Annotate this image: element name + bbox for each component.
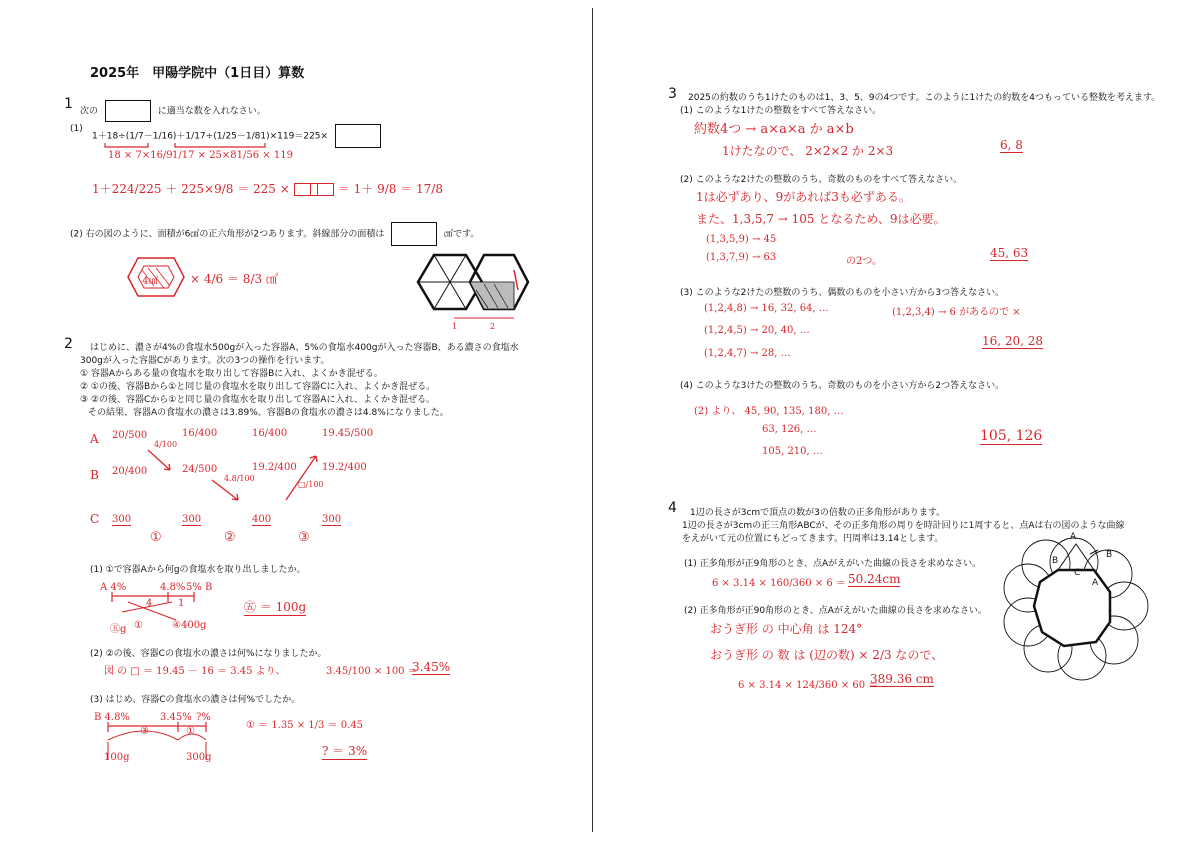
- q2-p1-wb: 5% B: [186, 582, 213, 593]
- cell-c2: 300: [182, 514, 202, 525]
- q4-p2-work2: おうぎ形 の 数 は (辺の数) × 2/3 なので、: [710, 648, 944, 662]
- q2-p1-w4: 4: [146, 598, 153, 609]
- row-label-c: C: [90, 512, 100, 526]
- step-1: ①: [150, 530, 162, 545]
- q2-number: 2: [64, 336, 73, 352]
- fig-point-b1: B: [1052, 556, 1059, 566]
- q3-p4-work1: (2) より、 45, 90, 135, 180, …: [694, 406, 844, 417]
- q2-p3-100: 100g: [104, 752, 130, 763]
- cell-b4: 19.2/400: [322, 462, 367, 473]
- q2-p1-wc1: ①: [134, 620, 143, 631]
- q1-p1-work1: 18 × 7×16/9: [108, 150, 173, 161]
- cell-c4: 300: [322, 514, 342, 525]
- q3-p2-work5: の2つ。: [846, 256, 882, 267]
- q2-p1-w400: ④400g: [172, 620, 207, 631]
- q1-instr-a: 次の: [80, 106, 99, 117]
- q3-p2-answer: 45, 63: [990, 246, 1029, 260]
- q2-p3-b: B 4.8%: [94, 712, 130, 723]
- q1-p1-work4-text: ＝ 1＋ 9/8 ＝ 17/8: [337, 182, 443, 196]
- step-2: ②: [224, 530, 236, 545]
- q3-p3-work2: (1,2,4,5) → 20, 40, …: [704, 325, 810, 336]
- q2-line-4: ② ①の後、容器Bから①と同じ量の食塩水を取り出して容器Cに入れ、よくかき混ぜる。: [80, 382, 436, 392]
- q3-p4-work2: 63, 126, …: [762, 424, 817, 435]
- q2-p2: (2) ②の後、容器Cの食塩水の濃さは何%になりましたか。: [90, 649, 327, 659]
- q4-p1-answer: 50.24cm: [848, 572, 901, 586]
- q1-p1-label: (1): [70, 124, 83, 134]
- cell-a4: 19.45/500: [322, 428, 374, 439]
- q1-p2-work-a: 4㎠: [142, 276, 159, 287]
- cell-b1: 20/400: [112, 466, 148, 477]
- q2-p3-q: ?%: [196, 712, 211, 723]
- page-title: 2025年 甲陽学院中（1日目）算数: [90, 66, 305, 81]
- q4-intro-1: 1辺の長さが3cmで頂点の数が3の倍数の正多角形があります。: [690, 508, 946, 518]
- q4-intro-3: をえがいて元の位置にもどってきます。円周率は3.14とします。: [682, 534, 944, 544]
- q2-p3-300: 300g: [186, 752, 212, 763]
- cell-c1: 300: [112, 514, 132, 525]
- q4-p2-work3: 6 × 3.14 × 124/360 × 60 ＝: [738, 680, 879, 691]
- q4-p1-work: 6 × 3.14 × 160/360 × 6 ＝: [712, 578, 846, 589]
- q3-p2: (2) このような2けたの整数のうち、奇数のものをすべて答えなさい。: [680, 175, 963, 185]
- q2-line-3: ① 容器Aからある量の食塩水を取り出して容器Bに入れ、よくかき混ぜる。: [80, 369, 383, 379]
- fig-point-a1: A: [1070, 532, 1077, 542]
- q2-p3-c3: ③: [140, 726, 149, 737]
- q3-number: 3: [668, 86, 677, 102]
- fig-point-c: C: [1074, 568, 1081, 578]
- move-3: □/100: [298, 480, 324, 489]
- q3-p3: (3) このような2けたの整数のうち、偶数のものを小さい方から3つ答えなさい。: [680, 288, 1005, 298]
- q3-p2-work2: また、1,3,5,7 → 105 となるため、9は必要。: [696, 212, 946, 226]
- q3-p1-work1: 約数4つ → a×a×a か a×b: [694, 122, 854, 137]
- q4-intro-2: 1辺の長さが3cmの正三角形ABCが、その正多角形の周りを時計回りに1周すると、点Aは右の図のような曲線: [682, 521, 1125, 531]
- q3-p3-work3: (1,2,4,7) → 28, …: [704, 348, 791, 359]
- q1-p1-work2: 1/17 × 25×81/56 × 119: [172, 150, 293, 161]
- q3-p4: (4) このような3けたの整数のうち、奇数のものを小さい方から2つ答えなさい。: [680, 381, 1005, 391]
- q1-p1-expr-text: 1＋18÷(1/7－1/16)＋1/17÷(1/25－1/81)×119＝225×: [92, 131, 329, 142]
- q4-p2-answer: 389.36 cm: [870, 672, 934, 686]
- cell-b2: 24/500: [182, 464, 218, 475]
- q1-instr-b: に適当な数を入れなさい。: [157, 106, 266, 117]
- q3-p3-answer: 16, 20, 28: [982, 334, 1044, 348]
- q3-p1-answer: 6, 8: [1000, 138, 1023, 152]
- fig-point-a2: A: [1092, 578, 1099, 588]
- move-2: 4.8/100: [224, 474, 255, 483]
- q1-p2-work-b: × 4/6 ＝ 8/3 ㎠: [190, 272, 278, 286]
- q2-p3-c1: ①: [186, 726, 195, 737]
- move-1: 4/100: [154, 440, 178, 449]
- nonagon-figure: [1012, 536, 1142, 670]
- q2-p2-answer: 3.45%: [412, 660, 451, 674]
- q2-p3-work: ① ＝ 1.35 × 1/3 ＝ 0.45: [246, 720, 364, 731]
- cell-a3: 16/400: [252, 428, 288, 439]
- q2-p2-work: 図 の □ ＝ 19.45 － 16 ＝ 3.45 より、: [104, 666, 286, 677]
- q4-p2-work1: おうぎ形 の 中心角 は 124°: [710, 622, 863, 636]
- q2-line-5: ③ ②の後、容器Cから①と同じ量の食塩水を取り出して容器Aに入れ、よくかき混ぜる。: [80, 395, 436, 405]
- q4-p1: (1) 正多角形が正9角形のとき、点Aがえがいた曲線の長さを求めなさい。: [684, 559, 982, 569]
- q3-p2-work4: (1,3,7,9) → 63: [706, 252, 777, 263]
- q2-p1-w1: 1: [178, 598, 185, 609]
- q2-line-1: はじめに、濃さが4%の食塩水500gが入った容器A、5%の食塩水400gが入った容器B、ある濃さの食塩水: [90, 343, 519, 353]
- q4-p2: (2) 正多角形が正90角形のとき、点Aがえがいた曲線の長さを求めなさい。: [684, 606, 987, 616]
- q2-p1-wa: A 4%: [100, 582, 127, 593]
- q2-line-6: その結果、容器Aの食塩水の濃さは3.89%、容器Bの食塩水の濃さは4.8%になりました。: [88, 408, 449, 418]
- q3-p1: (1) このような1けたの整数をすべて答えなさい。: [680, 106, 882, 116]
- cell-c3: 400: [252, 514, 272, 525]
- q3-p3-work1: (1,2,4,8) → 16, 32, 64, …: [704, 303, 829, 314]
- q2-p2-frac: 3.45/100 × 100 ＝: [326, 666, 418, 677]
- q1-p1-work3-text: 1＋224/225 ＋ 225×9/8 ＝ 225 ×: [92, 182, 290, 196]
- q3-p3-work1b: (1,2,3,4) → 6 があるので ×: [892, 307, 1021, 318]
- q2-p3-answer: ? ＝ 3%: [322, 744, 368, 758]
- q2-p1-answer: ㊄ ＝ 100g: [244, 600, 307, 614]
- q1-number: 1: [64, 96, 73, 112]
- q3-p2-work3: (1,3,5,9) → 45: [706, 234, 777, 245]
- cell-a1: 20/500: [112, 430, 148, 441]
- q4-number: 4: [668, 500, 677, 516]
- q2-p1-wq: ㊄g: [110, 624, 127, 635]
- row-label-a: A: [90, 432, 99, 446]
- step-3: ③: [298, 530, 310, 545]
- q3-intro: 2025の約数のうち1けたのものは1、3、5、9の4つです。このように1けたの約数を4つもっている整数を考えます。: [688, 93, 1161, 103]
- row-label-b: B: [90, 468, 99, 482]
- fig-label-1: 1: [452, 322, 458, 331]
- cell-a2: 16/400: [182, 428, 218, 439]
- q2-p3-diagram: [0, 0, 600, 760]
- q1-p2-unit: ㎠です。: [444, 229, 480, 240]
- q2-p3: (3) はじめ、容器Cの食塩水の濃さは何%でしたか。: [90, 695, 301, 705]
- q3-p4-work3: 105, 210, …: [762, 446, 823, 457]
- q3-p1-work2: 1けたなので、 2×2×2 か 2×3: [722, 144, 894, 158]
- cell-b3: 19.2/400: [252, 462, 297, 473]
- q2-p1: (1) ①で容器Aから何gの食塩水を取り出しましたか。: [90, 565, 306, 575]
- q2-p3-m: 3.45%: [160, 712, 192, 723]
- q2-p1-wm: 4.8%: [160, 582, 186, 593]
- q2-line-2: 300gが入った容器Cがあります。次の3つの操作を行います。: [80, 356, 330, 366]
- q1-p2-text: (2) 右の図のように、面積が6㎠の正六角形が2つあります。斜線部分の面積は: [70, 229, 385, 240]
- fig-point-b2: B: [1106, 550, 1113, 560]
- q3-p2-work1: 1は必ずあり、9があれば3も必ずある。: [696, 190, 911, 204]
- fig-label-2: 2: [490, 322, 496, 331]
- q3-p4-answer: 105, 126: [980, 428, 1043, 444]
